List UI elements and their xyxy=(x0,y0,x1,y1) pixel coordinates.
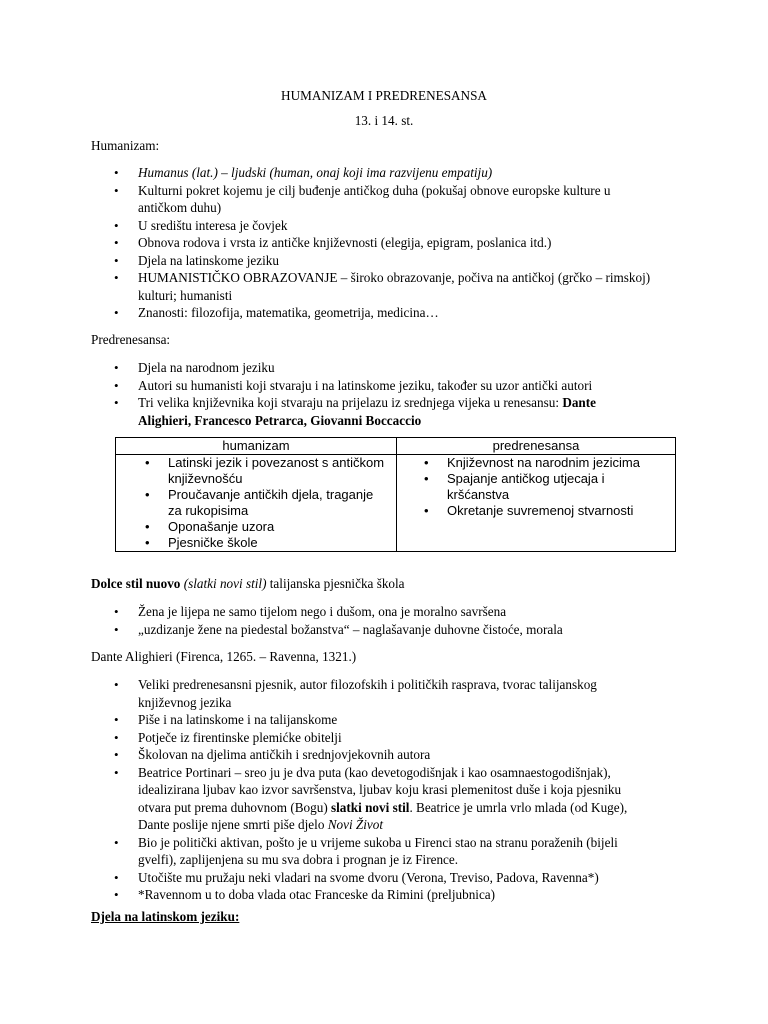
list-item xyxy=(116,487,396,519)
dolce-heading-bold: Dolce stil nuovo xyxy=(91,576,181,591)
list-item-text: *Ravennom u to doba vlada otac Franceske da Rimini (preljubnica) xyxy=(138,887,496,902)
list-item-text: Okretanje suvremenoj stvarnosti xyxy=(447,503,634,518)
list-item-text: „uzdizanje žene na piedestal božanstva“ – naglašavanje duhovne čistoće, morala xyxy=(138,621,563,637)
latin-works-heading: Djela na latinskom jeziku: xyxy=(91,909,240,924)
dante-heading: Dante Alighieri (Firenca, 1265. – Ravenna, 1321.) xyxy=(91,649,357,664)
list-item-text: Proučavanje antičkih djela, traganje za rukopisima xyxy=(168,487,374,518)
list-item xyxy=(397,471,675,503)
cell-list xyxy=(116,455,396,551)
list-item xyxy=(116,455,396,487)
list-item xyxy=(116,519,396,535)
table-header-humanizam: humanizam xyxy=(116,438,397,455)
list-item xyxy=(91,764,651,834)
list-item xyxy=(91,269,651,304)
list-item-text: Utočište mu pružaju neki vladari na svome dvoru (Verona, Treviso, Padova, Ravenna*) xyxy=(138,869,599,885)
list-item xyxy=(91,886,651,904)
list-item-text: Znanosti: filozofija, matematika, geometrija, medicina… xyxy=(138,305,439,320)
list-item xyxy=(91,252,651,270)
list-item-text: Spajanje antičkog utjecaja i kršćanstva xyxy=(447,471,605,502)
table-cell-humanizam xyxy=(116,455,397,552)
table-row xyxy=(116,455,676,552)
list-item xyxy=(397,455,675,471)
list-item xyxy=(91,164,651,182)
list-item-text: Obnova rodova i vrsta iz antičke književnosti (elegija, epigram, poslanica itd.) xyxy=(138,235,552,250)
list-item-text: Književnost na narodnim jezicima xyxy=(447,455,640,470)
list-item-text: Bio je politički aktivan, pošto je u vrijeme sukoba u Firenci stao na stranu poraženih (bijeli gvelfi), zaplijenjena su mu sva dobra i prognan je iz Firence. xyxy=(138,834,618,867)
list-item-text: Potječe iz firentinske plemićke obitelji xyxy=(138,729,342,745)
dolce-list xyxy=(91,603,651,638)
dante-list xyxy=(91,676,651,904)
list-item-text: Žena je lijepa ne samo tijelom nego i dušom, ona je moralno savršena xyxy=(138,604,507,619)
list-item-text: Školovan na djelima antičkih i srednjovjekovnih autora xyxy=(138,747,431,762)
list-item-text: HUMANISTIČKO OBRAZOVANJE – široko obrazovanje, počiva na antičkoj (grčko – rimskoj) kulturi; humanisti xyxy=(138,270,651,303)
list-item xyxy=(91,394,651,429)
list-item-text: Veliki predrenesansni pjesnik, autor filozofskih i političkih rasprava, tvorac talijanskog književnog jezika xyxy=(138,677,597,710)
predrenesansa-heading: Predrenesansa: xyxy=(91,332,171,347)
list-item-text: Oponašanje uzora xyxy=(168,519,275,534)
list-item-text: U središtu interesa je čovjek xyxy=(138,217,288,233)
list-item-text: Latinski jezik i povezanost s antičkom književnošću xyxy=(168,455,385,486)
list-item xyxy=(91,234,651,252)
list-item-text: Piše i na latinskome i na talijanskome xyxy=(138,712,338,727)
list-item xyxy=(91,869,651,887)
humanizam-list xyxy=(91,164,651,322)
list-item-text: Djela na narodnom jeziku xyxy=(138,360,275,375)
humanizam-heading: Humanizam: xyxy=(91,138,160,153)
list-item-text: Kulturni pokret kojemu je cilj buđenje antičkog duha (pokušaj obnove europske kulture u antičkom duhu) xyxy=(138,182,611,215)
dolce-heading-rest: talijanska pjesnička škola xyxy=(266,576,405,591)
list-item-text: Djela na latinskome jeziku xyxy=(138,252,279,268)
list-item xyxy=(91,182,651,217)
list-item xyxy=(91,729,651,747)
list-item-text: Humanus (lat.) – ljudski (human, onaj koji ima razvijenu empatiju) xyxy=(138,165,493,180)
list-item-text: Pjesničke škole xyxy=(168,535,258,550)
comparison-table xyxy=(115,437,676,552)
list-item xyxy=(91,603,651,621)
page-title: HUMANIZAM I PREDRENESANSA xyxy=(281,88,487,103)
list-item xyxy=(91,746,651,764)
table-header-predrenesansa: predrenesansa xyxy=(397,438,676,455)
list-item xyxy=(91,304,651,322)
list-item-text: Autori su humanisti koji stvaraju i na latinskome jeziku, također su uzor antički autori xyxy=(138,377,593,393)
list-item xyxy=(91,834,651,869)
list-item xyxy=(397,503,675,519)
page-subtitle: 13. i 14. st. xyxy=(354,113,414,128)
list-item-text: Tri velika književnika koji stvaraju na prijelazu iz srednjega vijeka u renesansu: xyxy=(138,395,563,410)
predrenesansa-list xyxy=(91,359,651,429)
authors-bold: Dante Alighieri, Francesco Petrarca, Giovanni Boccaccio xyxy=(138,395,597,428)
cell-list xyxy=(397,455,675,519)
list-item xyxy=(91,377,651,395)
dolce-heading xyxy=(91,575,405,593)
dolce-heading-italic: (slatki novi stil) xyxy=(183,576,267,591)
list-item xyxy=(91,711,651,729)
table-cell-predrenesansa xyxy=(397,455,676,552)
list-item xyxy=(91,217,651,235)
table-header-row xyxy=(116,438,676,455)
list-item-text: . Beatrice je umrla vrlo mlada (od Kuge), Dante poslije njene smrti piše djelo xyxy=(138,799,628,832)
list-item xyxy=(91,359,651,377)
slatki-novi-stil-bold: slatki novi stil xyxy=(331,799,410,815)
list-item-text: Beatrice Portinari – sreo ju je dva puta (kao devetogodišnjak i kao osamnaestogodišnjak), idealizirana ljubav kao izvor savršenstva, ljubav koju krasi plemenitost duše i koja pjesniku otvara put prema duhovnom (Bogu) xyxy=(138,764,622,815)
novi-zivot-italic: Novi Život xyxy=(327,817,384,832)
list-item xyxy=(91,676,651,711)
list-item xyxy=(91,621,651,639)
list-item xyxy=(116,535,396,551)
